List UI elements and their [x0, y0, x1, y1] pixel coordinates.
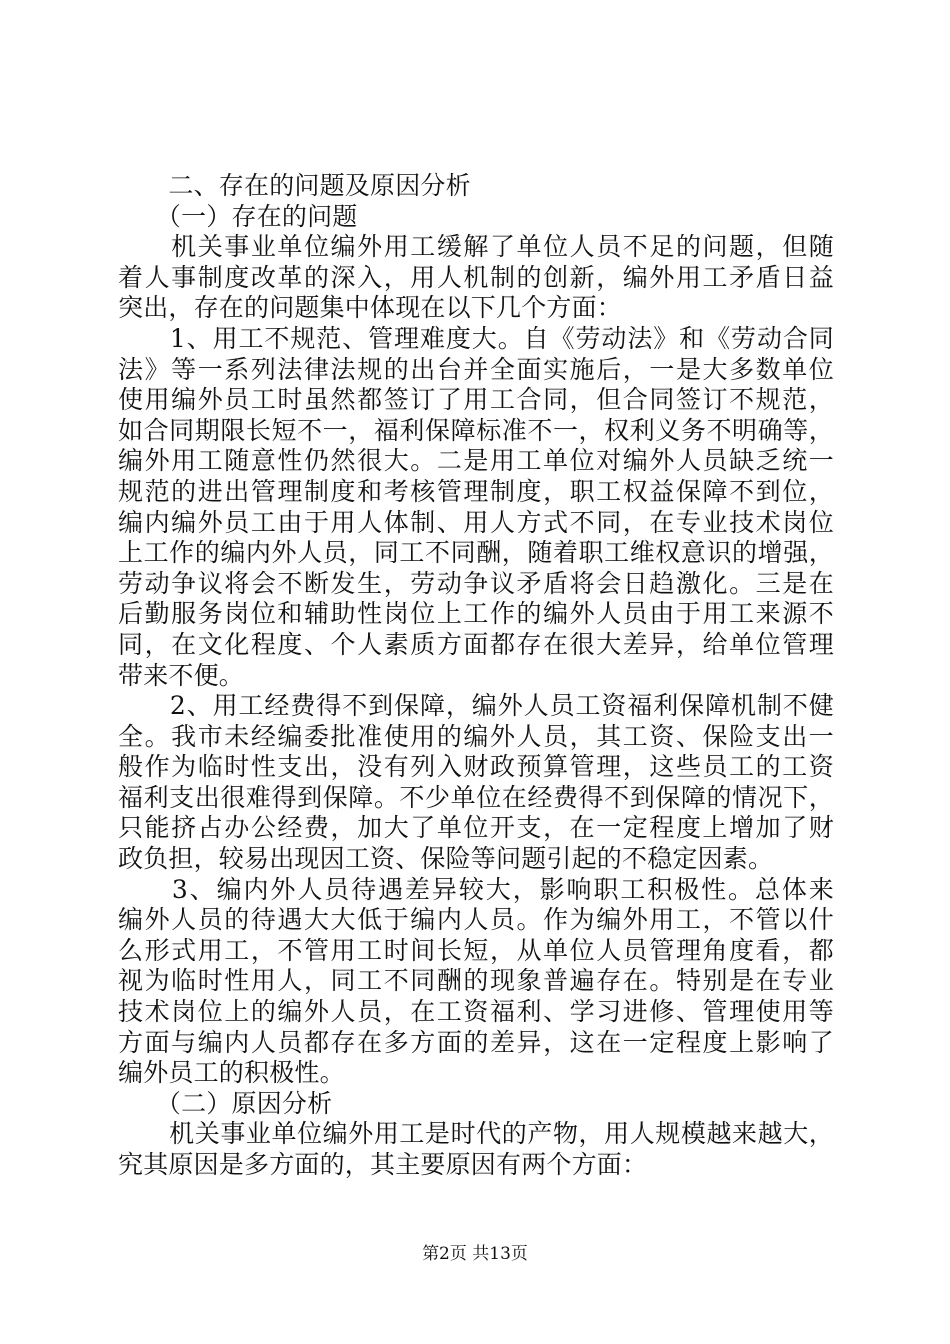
page-footer: 第2页 共13页	[422, 1244, 528, 1264]
text-line: 政负担，较易出现因工资、保险等问题引起的不稳定因素。	[118, 844, 774, 874]
text-line: 突出，存在的问题集中体现在以下几个方面：	[118, 293, 623, 323]
document-body	[118, 171, 834, 1181]
text-line: 编外员工的积极性。	[118, 1058, 345, 1088]
text-line: （一）存在的问题	[118, 201, 358, 231]
text-line: 只能挤占办公经费，加大了单位开支，在一定程度上增加了财	[118, 813, 834, 843]
text-line: 般作为临时性支出，没有列入财政预算管理，这些员工的工资	[118, 752, 834, 782]
text-line: 规范的进出管理制度和考核管理制度，职工权益保障不到位，	[118, 476, 834, 506]
text-line: 视为临时性用人，同工不同酬的现象普遍存在。特别是在专业	[118, 966, 834, 996]
text-line: 带来不便。	[118, 660, 245, 690]
text-line: 机关事业单位编外用工缓解了单位人员不足的问题，但随	[118, 232, 834, 262]
text-line: 机关事业单位编外用工是时代的产物，用人规模越来越大，	[118, 1119, 834, 1149]
text-line: 编外人员的待遇大大低于编内人员。作为编外用工，不管以什	[118, 905, 834, 935]
text-line: 究其原因是多方面的，其主要原因有两个方面：	[118, 1150, 648, 1179]
text-line: 福利支出很难得到保障。不少单位在经费得不到保障的情况下，	[118, 782, 834, 812]
text-line: 2、用工经费得不到保障，编外人员工资福利保障机制不健	[118, 691, 834, 721]
text-line: 3、编内外人员待遇差异较大，影响职工积极性。总体来	[171, 874, 834, 904]
text-line: 同，在文化程度、个人素质方面都存在很大差异，给单位管理	[118, 629, 834, 659]
text-line: 上工作的编内外人员，同工不同酬，随着职工维权意识的增强，	[118, 538, 834, 568]
text-line: 么形式用工，不管用工时间长短，从单位人员管理角度看，都	[118, 935, 834, 965]
text-line: 技术岗位上的编外人员，在工资福利、学习进修、管理使用等	[118, 997, 834, 1027]
text-line: 法》等一系列法律法规的出台并全面实施后，一是大多数单位	[118, 354, 834, 384]
text-line: 使用编外员工时虽然都签订了用工合同，但合同签订不规范，	[118, 385, 834, 415]
text-line: 全。我市未经编委批准使用的编外人员，其工资、保险支出一	[118, 721, 834, 751]
text-line: 编外用工随意性仍然很大。二是用工单位对编外人员缺乏统一	[118, 446, 834, 476]
text-line: 方面与编内人员都存在多方面的差异，这在一定程度上影响了	[118, 1027, 834, 1057]
text-line: 劳动争议将会不断发生，劳动争议矛盾将会日趋激化。三是在	[118, 568, 834, 598]
text-line: 二、存在的问题及原因分析	[118, 171, 471, 200]
text-line: （二）原因分析	[118, 1088, 333, 1118]
text-line: 后勤服务岗位和辅助性岗位上工作的编外人员由于用工来源不	[118, 599, 834, 629]
text-line: 着人事制度改革的深入，用人机制的创新，编外用工矛盾日益	[118, 262, 834, 292]
text-line: 1、用工不规范、管理难度大。自《劳动法》和《劳动合同	[118, 323, 834, 353]
text-line: 如合同期限长短不一，福利保障标准不一，权利义务不明确等，	[118, 415, 834, 445]
text-line: 编内编外员工由于用人体制、用人方式不同，在专业技术岗位	[118, 507, 834, 537]
